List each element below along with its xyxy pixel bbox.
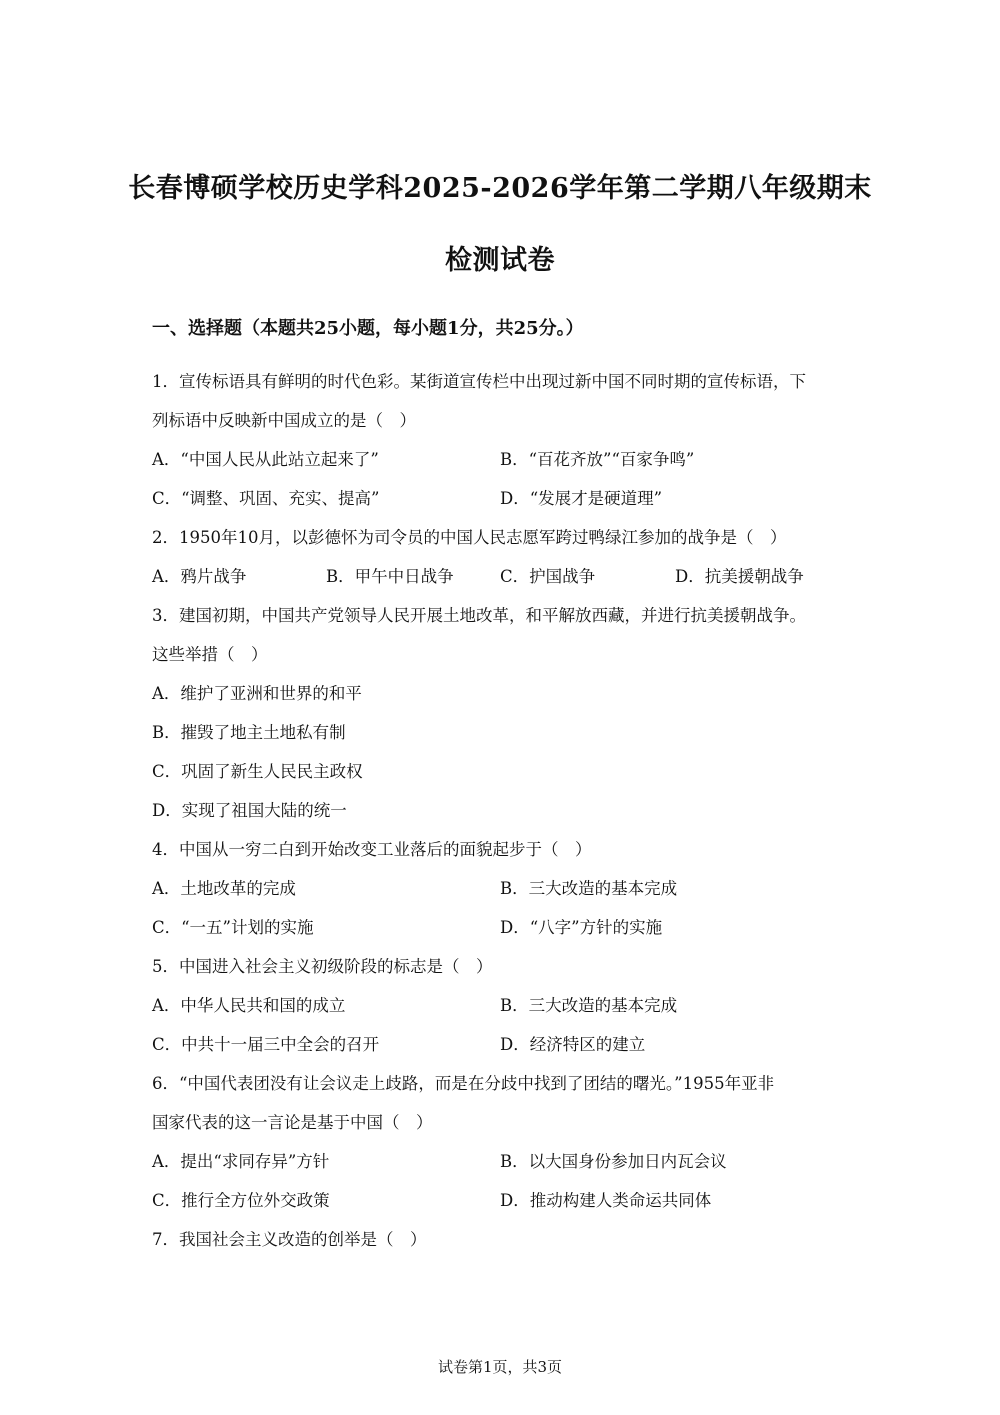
question-4-stem-line-1: 4．中国从一穷二白到开始改变工业落后的面貌起步于（ ） — [152, 840, 592, 859]
question-6-option-a: A．提出“求同存异”方针 — [152, 1152, 330, 1171]
question-6-stem-line-1: 6．“中国代表团没有让会议走上歧路，而是在分歧中找到了团结的曙光。”1955年亚非 — [152, 1074, 775, 1093]
question-1-option-a: A．“中国人民从此站立起来了” — [152, 450, 379, 469]
exam-title-line-1: 长春博硕学校历史学科2025-2026学年第二学期八年级期末 — [128, 173, 872, 204]
question-6-option-d: D．推动构建人类命运共同体 — [500, 1191, 712, 1210]
question-5-option-d: D．经济特区的建立 — [500, 1035, 646, 1054]
question-4-option-b: B．三大改造的基本完成 — [500, 879, 678, 898]
question-5-option-a: A．中华人民共和国的成立 — [152, 996, 346, 1015]
question-1-option-b: B．“百花齐放”“百家争鸣” — [500, 450, 695, 469]
question-3-option-a: A．维护了亚洲和世界的和平 — [152, 684, 362, 703]
question-6-option-b: B．以大国身份参加日内瓦会议 — [500, 1152, 727, 1171]
question-1-option-d: D．“发展才是硬道理” — [500, 489, 663, 508]
question-6-option-c: C．推行全方位外交政策 — [152, 1191, 330, 1210]
question-2-option-d: D．抗美援朝战争 — [675, 567, 804, 586]
question-5-option-c: C．中共十一届三中全会的召开 — [152, 1035, 380, 1054]
question-5-option-b: B．三大改造的基本完成 — [500, 996, 678, 1015]
question-3-option-d: D．实现了祖国大陆的统一 — [152, 801, 347, 820]
question-3-stem-line-2: 这些举措（ ） — [152, 645, 268, 664]
question-2-stem-line-1: 2．1950年10月，以彭德怀为司令员的中国人民志愿军跨过鸭绿江参加的战争是（ ） — [152, 528, 787, 547]
question-3-option-c: C．巩固了新生人民民主政权 — [152, 762, 363, 781]
question-1-option-c: C．“调整、巩固、充实、提高” — [152, 489, 380, 508]
exam-title-line-2: 检测试卷 — [445, 245, 555, 276]
question-1-stem-line-1: 1．宣传标语具有鲜明的时代色彩。某街道宣传栏中出现过新中国不同时期的宣传标语，下 — [152, 372, 806, 391]
question-7-stem-line-1: 7．我国社会主义改造的创举是（ ） — [152, 1230, 427, 1249]
question-4-option-d: D．“八字”方针的实施 — [500, 918, 663, 937]
question-4-option-c: C．“一五”计划的实施 — [152, 918, 314, 937]
question-3-stem-line-1: 3．建国初期，中国共产党领导人民开展土地改革，和平解放西藏，并进行抗美援朝战争。 — [152, 606, 806, 625]
question-3-option-b: B．摧毁了地主土地私有制 — [152, 723, 346, 742]
question-2-option-c: C．护国战争 — [500, 567, 596, 586]
page-footer: 试卷第1页，共3页 — [437, 1358, 563, 1376]
question-4-option-a: A．土地改革的完成 — [152, 879, 296, 898]
question-5-stem-line-1: 5．中国进入社会主义初级阶段的标志是（ ） — [152, 957, 493, 976]
section-heading: 一、选择题（本题共25小题，每小题1分，共25分。） — [152, 318, 584, 339]
question-1-stem-line-2: 列标语中反映新中国成立的是（ ） — [152, 411, 416, 430]
question-6-stem-line-2: 国家代表的这一言论是基于中国（ ） — [152, 1113, 433, 1132]
question-2-option-a: A．鸦片战争 — [152, 567, 247, 586]
question-2-option-b: B．甲午中日战争 — [326, 567, 454, 586]
